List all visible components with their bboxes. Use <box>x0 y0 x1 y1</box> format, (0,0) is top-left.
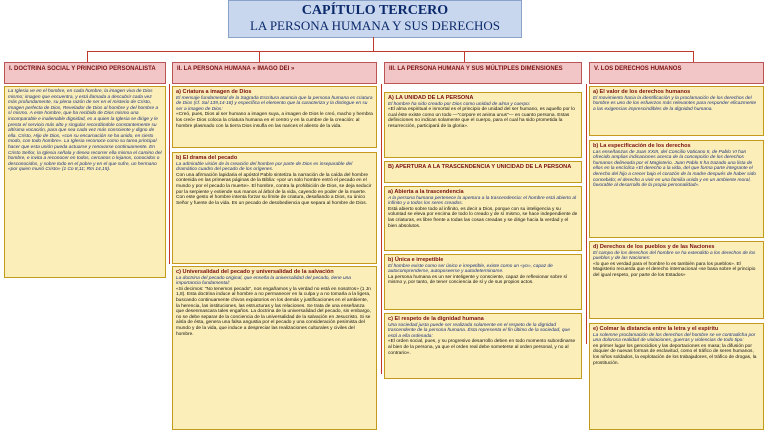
rail-col2 <box>169 84 170 264</box>
column-3-box-3 <box>384 186 582 251</box>
box-title: B) APERTURA A LA TRASCENDENCIA Y UNICIDAD DE LA PERSONA <box>388 164 572 170</box>
column-heading-1: I. DOCTRINA SOCIAL Y PRINCIPIO PERSONALISTA <box>4 62 166 84</box>
box-title: A) LA UNIDAD DE LA PERSONA <box>388 95 474 101</box>
connector-col3 <box>464 51 465 62</box>
column-2-box-2 <box>172 152 377 264</box>
box-subtitle: A la persona humana pertenece la apertura a la trascendencia: el hombre está abierto al infinito y a todos los seres creados. <box>388 195 577 207</box>
box-text: «El alma espiritual e inmortal es el principio de unidad del ser humano, es aquello por lo cual éste existe como un todo —"corpore et anima unus"— en cuanto persona. Estas definiciones no indican solamente que el cuerpo, para el cual ha sido prometida la resurrección, participará de la gloria». <box>388 107 575 129</box>
connector-col4 <box>693 51 694 62</box>
box-subtitle: La solemne proclamación de los derechos del hombre se ve contradicha por una dolorosa realidad de violaciones, guerras y violencias de todo tipo: <box>593 332 756 344</box>
column-4-box-1 <box>589 86 764 136</box>
chapter-subtitle: LA PERSONA HUMANA Y SUS DERECHOS <box>249 18 501 33</box>
box-text: Con una afirmación lapidaria el apóstol Pablo sintetiza la narración de la caída del hombre contenida en las primeras páginas de la Biblia: «por un solo hombre entró el pecado en el mundo y por el pecado la muerte». El hombre, contra la prohibición de Dios, se deja seducir por la serpiente y extiende sus manos al árbol de la vida, cayendo en poder de la muerte. Con este gesto el hombre intenta forzar su límite de criatura, desafiando a Dios, su único Señor y fuente de la vida. Es un pecado de desobediencia que separa al hombre de Dios. <box>176 172 372 206</box>
box-text: Está abierto sobre todo al infinito, es decir a Dios, porque con su inteligencia y su voluntad se eleva por encima de todo lo creado y de sí mismo, se hace independiente de las criaturas, es libre frente a todas las cosas creadas y se dirige hacia la verdad y el bien absolutos. <box>388 206 578 229</box>
box-title: e) Colmar la distancia entre la letra y el espíritu <box>593 326 719 332</box>
box-subtitle: La admirable visión de la creación del hombre por parte de Dios es inseparable del dramático cuadro del pecado de los orígenes. <box>176 161 353 173</box>
connector-col1 <box>87 51 88 62</box>
box-title: b) Única e irrepetible <box>388 257 444 263</box>
box-subtitle: El campo de los derechos del hombre se ha extendido a los derechos de los pueblos y de las Naciones: <box>593 250 756 262</box>
column-4-box-2 <box>589 140 764 238</box>
connector-bar <box>87 51 693 52</box>
chapter-title-box <box>228 0 522 38</box>
box-title: d) Derechos de los pueblos y de las Naciones <box>593 244 715 250</box>
box-title: b) El drama del pecado <box>176 155 238 161</box>
box-text: La Iglesia ve en el hombre, en cada hombre, la imagen viva de Dios mismo; imagen que encuentra, y está llamada a descubrir cada vez más profundamente, su plena razón de ser en el misterio de Cristo, Imagen perfecta de Dios, Revelador de Dios al hombre y del hombre a sí mismo. A este hombre, que ha recibido de Dios mismo una incomparable e inalienable dignidad, es a quien la Iglesia se dirige y le presta el servicio más alto y singular recordándole constantemente su altísima vocación, para que sea cada vez más consciente y digno de ella. Cristo, Hijo de Dios, «con su encarnación se ha unido, en cierto modo, con todo hombre». La Iglesia reconoce como su tarea principal hacer que esta unión pueda actuarse y renovarse continuamente. En Cristo Señor, la Iglesia señala y desea recorrer ella misma el camino del hombre, e invita a reconocer en todos, cercanos o lejanos, conocidos o desconocidos, y sobre todo en el pobre y en el que sufre, un hermano «por quien murió Cristo» (1 Co 8,11; Rm 14,15). <box>8 89 162 173</box>
box-subtitle: La doctrina del pecado original, que enseña la universalidad del pecado, tiene una importancia fundamental: <box>176 275 351 287</box>
box-title: c) El respeto de la dignidad humana <box>388 316 484 322</box>
box-text: «Creó, pues, Dios al ser humano a imagen suya, a imagen de Dios le creó, macho y hembra los creó» Dios coloca la criatura humana en el centro y en la cumbre de la creación: al hombre plasmado con la tierra Dios insufla en las narices el aliento de la vida. <box>176 112 373 129</box>
box-text: Las enseñanzas de Juan XXIII, del Concilio Vaticano II, de Pablo VI han ofrecido amplias indicaciones acerca de la concepción de los derechos humanos delineada por el Magisterio. Juan Pablo II ha trazado una lista de ellos en la encíclica «El derecho a la vida, del que forma parte integrante el derecho del hijo a crecer bajo el corazón de la madre después de haber sido concebido; el derecho a vivir en una familia unida y en un ambiente moral, favorable al desarrollo de la propia personalidad». <box>593 149 756 189</box>
box-text: «El orden social, pues, y su progresivo desarrollo deben en todo momento subordinarse al bien de la persona, ya que el orden real debe someterse al orden personal, y no al contrario». <box>388 339 576 356</box>
box-title: c) Universalidad del pecado y universalidad de la salvación <box>176 269 334 275</box>
column-heading-2: II. LA PERSONA HUMANA « IMAGO DEI » <box>172 62 377 84</box>
box-text: en primer lugar los genocidios y las deportaciones en masa; la difusión por doquier de nuevas formas de esclavitud, como el tráfico de seres humanos, los niños soldados, la explotación de los trabajadores, el tráfico de drogas, la prostitución. <box>593 343 757 366</box>
connector-col2 <box>259 51 260 62</box>
box-title: b) La especificación de los derechos <box>593 143 691 149</box>
box-title: a) El valor de los derechos humanos <box>593 89 691 95</box>
column-3-box-5 <box>384 313 582 379</box>
box-subtitle: Una sociedad justa puede ser realizada solamente en el respeto de la dignidad trascendente de la persona humana. Ésta representa el fin último de la sociedad, que está a ella ordenada: <box>388 322 570 339</box>
column-1-box-1 <box>4 86 166 278</box>
box-subtitle: El mensaje fundamental de la Sagrada Escritura anuncia que la persona humana es criatura de Dios (cf. Sal 139,14-18) y específica el elemento que la caracteriza y la distingue en su ser a imagen de Dios: <box>176 95 373 112</box>
box-subtitle: El hombre ha sido creado por Dios como unidad de alma y cuerpo: <box>388 101 531 107</box>
column-2-box-1 <box>172 86 377 148</box>
box-text: «lo que es verdad para el hombre lo es también para los pueblos». El Magisterio recuerda que el derecho internacional «se basa sobre el principio del igual respeto, por parte de los Estados» <box>593 261 756 278</box>
column-2-box-3 <box>172 266 377 430</box>
column-3-box-2 <box>384 161 582 183</box>
box-subtitle: El hombre existe como ser único e irrepetible, existe como un «yo», capaz de autocomprenderse, autoposeerse y autodeterminarse. <box>388 263 553 275</box>
rail-col3 <box>381 84 382 374</box>
column-heading-4: V. LOS DERECHOS HUMANOS <box>589 62 764 84</box>
column-heading-3: III. LA PERSONA HUMANA Y SUS MÚLTIPLES DIMENSIONES <box>384 62 582 84</box>
box-title: a) Abierta a la trascendencia <box>388 189 464 195</box>
column-4-box-3 <box>589 241 764 319</box>
column-3-box-4 <box>384 254 582 310</box>
column-3-box-1 <box>384 92 582 158</box>
box-subtitle: El movimiento hacia la identificación y la proclamación de los derechos del hombre es uno de los esfuerzos más relevantes para responder eficazmente a las exigencias imprescindibles de la dignidad humana. <box>593 95 757 112</box>
connector-trunk <box>373 37 374 51</box>
box-title: a) Criatura a imagen de Dios <box>176 89 252 95</box>
box-text: La persona humana es un ser inteligente y consciente, capaz de reflexionar sobre sí mismo y, por tanto, de tener conciencia de sí y de sus propios actos. <box>388 274 568 286</box>
column-4-box-4 <box>589 323 764 430</box>
chapter-title: CAPÍTULO TERCERO <box>301 3 449 18</box>
box-text: «Si decimos: "No tenemos pecado", nos engañamos y la verdad no está en nosotros» (1 Jn 1,8). Esta doctrina induce al hombre a no permanecer en la culpa y a no tomarla a la ligera, buscando continuamente chivos expiatorios en los demás y justificaciones en el ambiente, la herencia, las instituciones, las estructuras y las relaciones. Se trata de una enseñanza que desenmascara tales engaños. La doctrina de la universalidad del pecado, sin embargo, no se debe separar de la conciencia de la universalidad de la salvación en Jesucristo. Si se aísla de ésta, genera una falsa angustia por el pecado y una consideración pesimista del mundo y de la vida, que induce a despreciar las realizaciones culturales y civiles del hombre. <box>176 286 371 337</box>
rail-col4 <box>586 84 587 344</box>
